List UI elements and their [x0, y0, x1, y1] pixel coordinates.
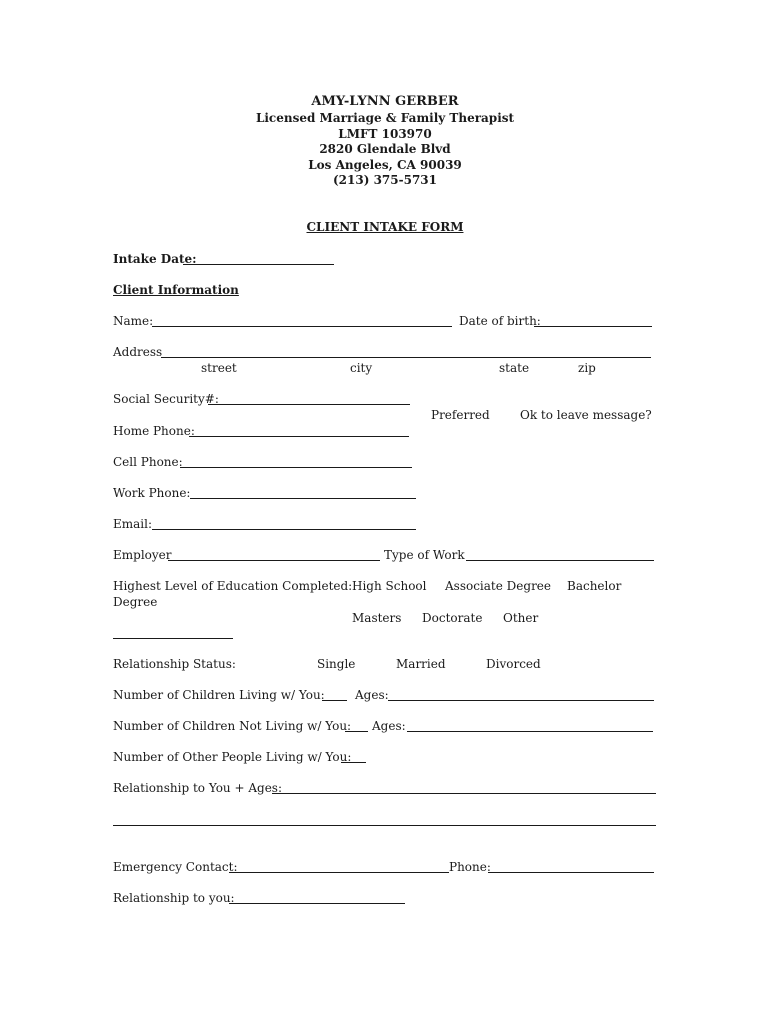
relationship-option-married[interactable]: Married — [396, 657, 446, 671]
home-phone-label: Home Phone: — [113, 424, 195, 438]
type-of-work-field[interactable] — [466, 560, 654, 561]
dob-label: Date of birth: — [459, 314, 541, 328]
ok-to-leave-message-label: Ok to leave message? — [520, 408, 652, 422]
children-not-living-ages-label: Ages: — [372, 719, 406, 733]
section-title: Client Information — [113, 283, 239, 297]
emergency-phone-label: Phone: — [449, 860, 491, 874]
education-option-associate[interactable]: Associate Degree — [445, 579, 552, 593]
education-option-other[interactable]: Other — [503, 611, 539, 625]
employer-label: Employer — [113, 548, 172, 562]
address-state-caption: state — [499, 361, 530, 375]
relationship-ages-label: Relationship to You + Ages: — [113, 781, 282, 795]
relationship-to-you-field[interactable] — [229, 903, 405, 904]
children-living-label: Number of Children Living w/ You: — [113, 688, 325, 702]
intake-date-field[interactable] — [183, 264, 334, 265]
work-phone-field[interactable] — [190, 498, 416, 499]
education-label: Highest Level of Education Completed: — [113, 579, 353, 593]
therapist-name: AMY-LYNN GERBER — [311, 94, 459, 109]
relationship-option-single[interactable]: Single — [317, 657, 356, 671]
email-field[interactable] — [152, 529, 416, 530]
children-not-living-label: Number of Children Not Living w/ You: — [113, 719, 352, 733]
children-not-living-ages-field[interactable] — [407, 731, 653, 732]
name-label: Name: — [113, 314, 154, 328]
education-option-doctorate[interactable]: Doctorate — [422, 611, 483, 625]
emergency-contact-field[interactable] — [229, 872, 449, 873]
city-state-zip: Los Angeles, CA 90039 — [308, 157, 462, 172]
education-option-bachelor-continued: Degree — [113, 595, 158, 609]
emergency-contact-label: Emergency Contact: — [113, 860, 238, 874]
home-phone-field[interactable] — [189, 436, 409, 437]
dob-field[interactable] — [534, 326, 652, 327]
cell-phone-field[interactable] — [180, 467, 412, 468]
relationship-status-label: Relationship Status: — [113, 657, 236, 671]
ssn-label: Social Security#: — [113, 392, 219, 406]
education-option-masters[interactable]: Masters — [352, 611, 402, 625]
education-option-high-school[interactable]: High School — [352, 579, 427, 593]
address-field[interactable] — [161, 357, 651, 358]
ssn-field[interactable] — [208, 404, 410, 405]
work-phone-label: Work Phone: — [113, 486, 191, 500]
type-of-work-label: Type of Work — [384, 548, 465, 562]
address-label: Address — [113, 345, 163, 359]
address-city-caption: city — [350, 361, 373, 375]
relationship-ages-field-continued[interactable] — [113, 825, 656, 826]
relationship-ages-field[interactable] — [272, 793, 656, 794]
children-not-living-count-field[interactable] — [345, 731, 368, 732]
address-zip-caption: zip — [578, 361, 596, 375]
relationship-option-divorced[interactable]: Divorced — [486, 657, 541, 671]
emergency-phone-field[interactable] — [488, 872, 654, 873]
employer-field[interactable] — [168, 560, 380, 561]
form-title: CLIENT INTAKE FORM — [306, 220, 464, 234]
other-people-count-field[interactable] — [341, 762, 366, 763]
credential: Licensed Marriage & Family Therapist — [255, 111, 515, 125]
cell-phone-label: Cell Phone: — [113, 455, 183, 469]
children-living-ages-field[interactable] — [388, 700, 654, 701]
address-street-caption: street — [201, 361, 237, 375]
children-living-count-field[interactable] — [322, 700, 347, 701]
children-living-ages-label: Ages: — [355, 688, 389, 702]
education-option-bachelor[interactable]: Bachelor — [567, 579, 622, 593]
email-label: Email: — [113, 517, 153, 531]
license-number: LMFT 103970 — [338, 126, 432, 141]
other-people-label: Number of Other People Living w/ You: — [113, 750, 352, 764]
name-field[interactable] — [152, 326, 452, 327]
street-address: 2820 Glendale Blvd — [319, 142, 451, 156]
office-phone: (213) 375-5731 — [332, 173, 437, 187]
relationship-to-you-label: Relationship to you: — [113, 891, 235, 905]
letterhead-block — [0, 111, 770, 189]
preferred-label: Preferred — [431, 408, 490, 422]
education-other-field[interactable] — [113, 638, 233, 639]
intake-date-label: Intake Date: — [113, 252, 197, 266]
